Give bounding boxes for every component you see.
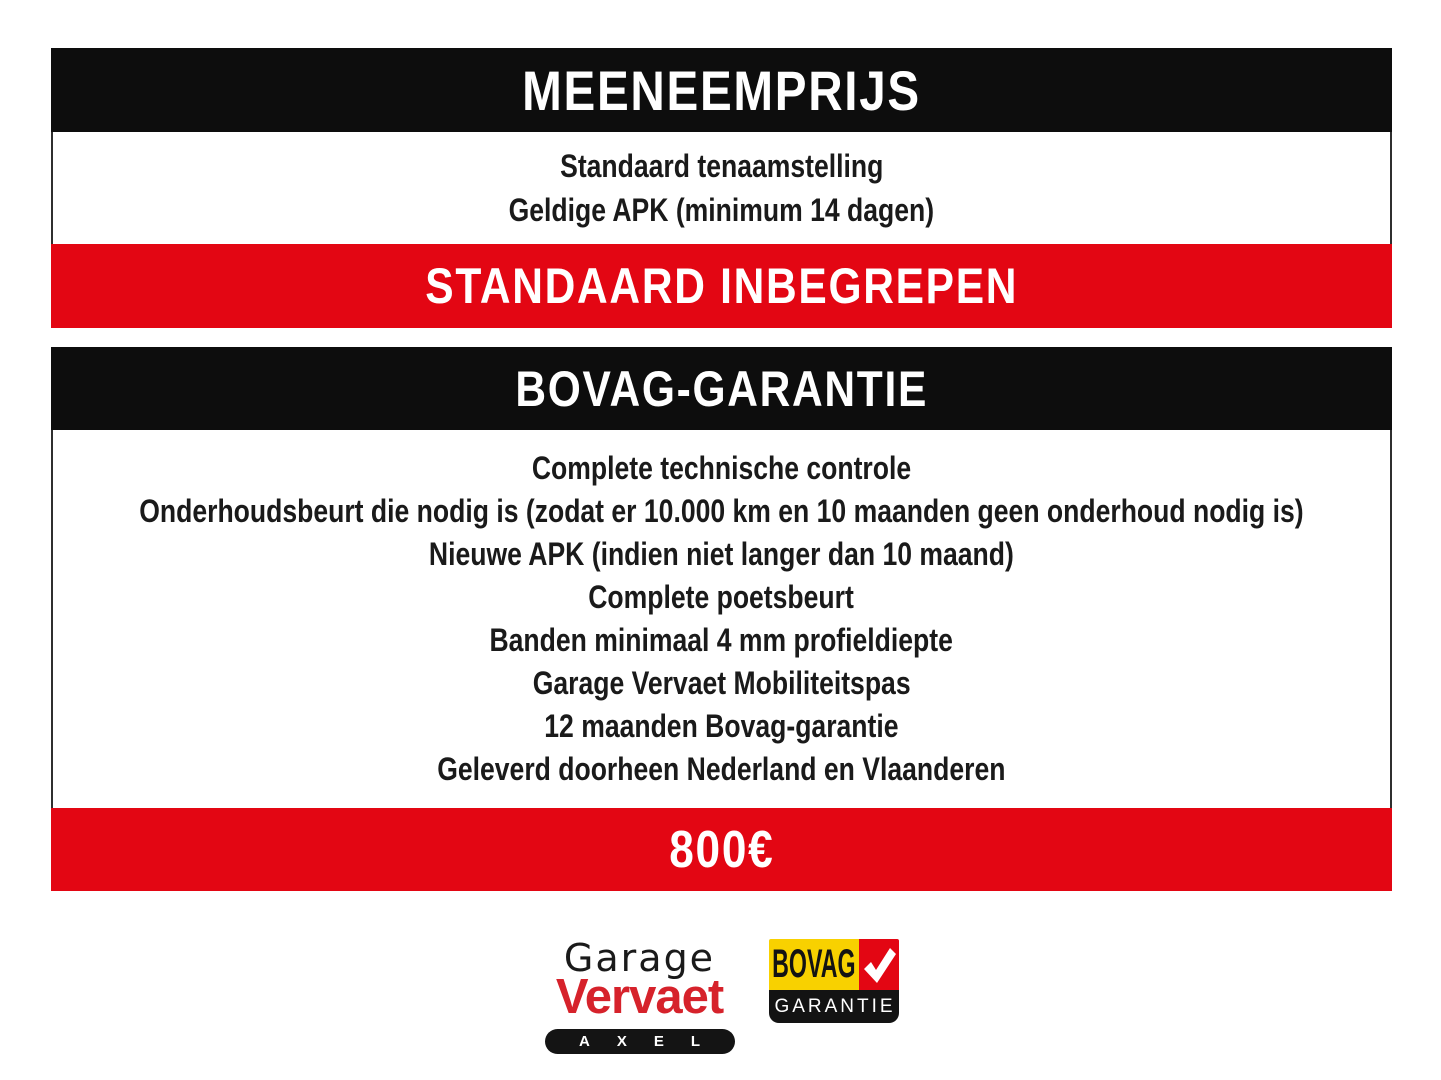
meeneemprijs-header-banner xyxy=(51,48,1392,132)
meeneemprijs-line-2: Geldige APK (minimum 14 dagen) xyxy=(508,191,935,228)
bovag-garantie-card xyxy=(51,347,1392,891)
body-line xyxy=(53,533,1390,576)
body-line xyxy=(53,490,1390,533)
meeneemprijs-line-1: Standaard tenaamstelling xyxy=(559,147,884,184)
bovag-garantie-header-banner xyxy=(51,347,1392,430)
standaard-inbegrepen-banner xyxy=(51,244,1392,328)
bovag-logo-red-panel xyxy=(859,939,899,990)
garantie-line-3: Nieuwe APK (indien niet langer dan 10 maand) xyxy=(429,536,1014,572)
body-line xyxy=(53,619,1390,662)
meeneemprijs-body xyxy=(51,132,1392,244)
bovag-garantie-body xyxy=(51,430,1392,808)
body-line xyxy=(53,748,1390,791)
standaard-inbegrepen-title: STANDAARD INBEGREPEN xyxy=(425,258,1018,314)
meeneemprijs-title: MEENEEMPRIJS xyxy=(522,58,921,122)
checkmark-icon xyxy=(861,943,897,987)
body-line xyxy=(53,188,1390,232)
garantie-line-4: Complete poetsbeurt xyxy=(588,579,855,615)
meeneemprijs-card xyxy=(51,48,1392,328)
price-value: 800€ xyxy=(668,820,775,879)
body-line xyxy=(53,447,1390,490)
axel-badge xyxy=(545,1029,735,1054)
garantie-line-2: Onderhoudsbeurt die nodig is (zodat er 10.000 km en 10 maanden geen onderhoud nodig is) xyxy=(139,493,1304,529)
body-line xyxy=(53,705,1390,748)
bovag-logo-yellow-panel xyxy=(769,939,859,990)
body-line xyxy=(53,662,1390,705)
garantie-line-7: 12 maanden Bovag-garantie xyxy=(544,708,899,744)
garage-vervaet-logo-line1: Garage xyxy=(563,936,716,980)
garage-vervaet-logo xyxy=(545,936,735,1054)
garantie-line-5: Banden minimaal 4 mm profieldiepte xyxy=(489,622,954,658)
garage-vervaet-logo-line2: Vervaet xyxy=(555,970,724,1024)
bovag-logo-wordmark: BOVAG xyxy=(771,942,856,986)
body-line xyxy=(53,576,1390,619)
garantie-line-6: Garage Vervaet Mobiliteitspas xyxy=(532,665,911,701)
poster-content xyxy=(51,48,1392,1054)
footer-logos xyxy=(51,936,1392,1054)
garantie-line-8: Geleverd doorheen Nederland en Vlaanderen xyxy=(437,751,1006,787)
body-line xyxy=(53,144,1390,188)
bovag-logo-garantie-bar: GARANTIE xyxy=(769,990,899,1023)
bovag-logo-top xyxy=(769,939,899,990)
bovag-garantie-title: BOVAG-GARANTIE xyxy=(515,360,928,417)
bovag-garantie-logo xyxy=(769,939,899,1023)
garantie-line-1: Complete technische controle xyxy=(531,450,912,486)
price-banner xyxy=(51,808,1392,891)
card-gap xyxy=(51,328,1392,347)
axel-badge-label: AXEL xyxy=(578,1033,727,1050)
